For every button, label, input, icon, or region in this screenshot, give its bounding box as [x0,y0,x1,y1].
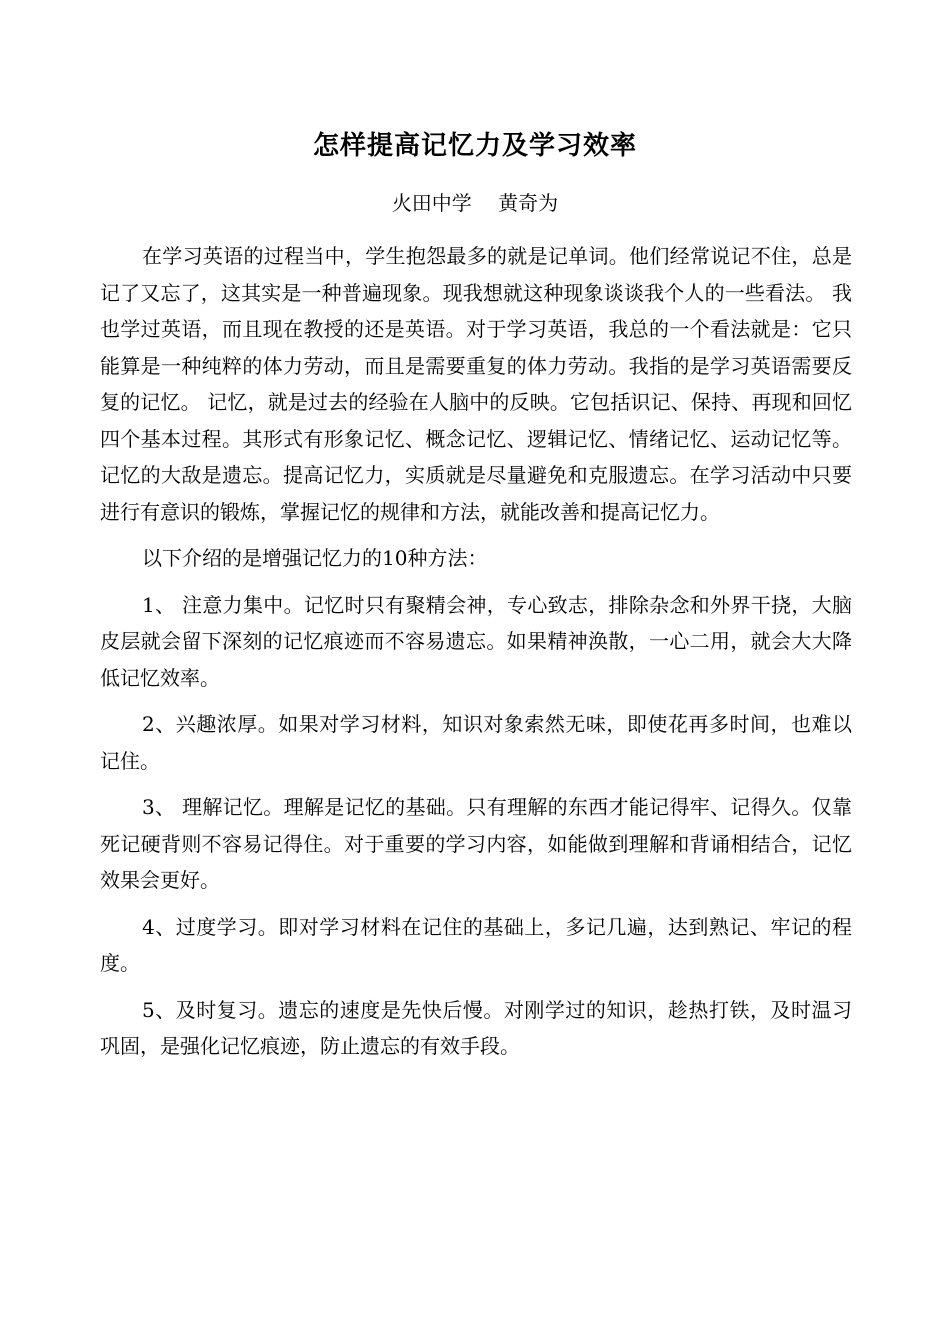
document-body [100,238,859,1075]
method-2-paragraph: 2、兴趣浓厚。如果对学习材料，知识对象索然无味，即使花再多时间，也难以记住。 [100,712,852,773]
method-1-paragraph: 1、 注意力集中。记忆时只有聚精会神，专心致志，排除杂念和外界干挠，大脑皮层就会留下深刻的记忆痕迹而不容易遗忘。如果精神涣散，一心二用，就会大大降低记忆效率。 [100,592,852,690]
method-3-paragraph: 3、 理解记忆。理解是记忆的基础。只有理解的东西才能记得牢、记得久。仅靠死记硬背则不容易记得住。对于重要的学习内容，如能做到理解和背诵相结合，记忆效果会更好。 [100,795,852,892]
methods-intro-paragraph: 以下介绍的是增强记忆力的10种方法： [142,546,488,570]
method-5-paragraph: 5、及时复习。遗忘的速度是先快后慢。对刚学过的知识，趁热打铁，及时温习巩固，是强化记忆痕迹，防止遗忘的有效手段。 [100,997,852,1058]
method-4-paragraph: 4、过度学习。即对学习材料在记住的基础上，多记几遍，达到熟记、牢记的程度。 [100,914,852,975]
page-title: 怎样提高记忆力及学习效率 [312,131,637,161]
intro-paragraph: 在学习英语的过程当中，学生抱怨最多的就是记单词。他们经常说记不住，总是记了又忘了，这其实是一种普遍现象。现我想就这种现象谈谈我个人的一些看法。 我也学过英语，而且现在教授的还是英语。对于学习英语，我总的一个看法就是：它只能算是一种纯粹的体力劳动，而且是需要重复的体力劳动。我指的是学习英语需要反复的记忆。 记忆，就是过去的经验在人脑中的反映。它包括识记、保持、再现和回忆四个基本过程。其形式有形象记忆、概念记忆、逻辑记忆、情绪记忆、运动记忆等。 记忆的大敌是遗忘。提高记忆力，实质就是尽量避免和克服遗忘。在学习活动中只要进行有意识的锻炼，掌握记忆的规律和方法，就能改善和提高记忆力。 [100,244,859,524]
author-line: 火田中学 黄奇为 [391,191,559,215]
